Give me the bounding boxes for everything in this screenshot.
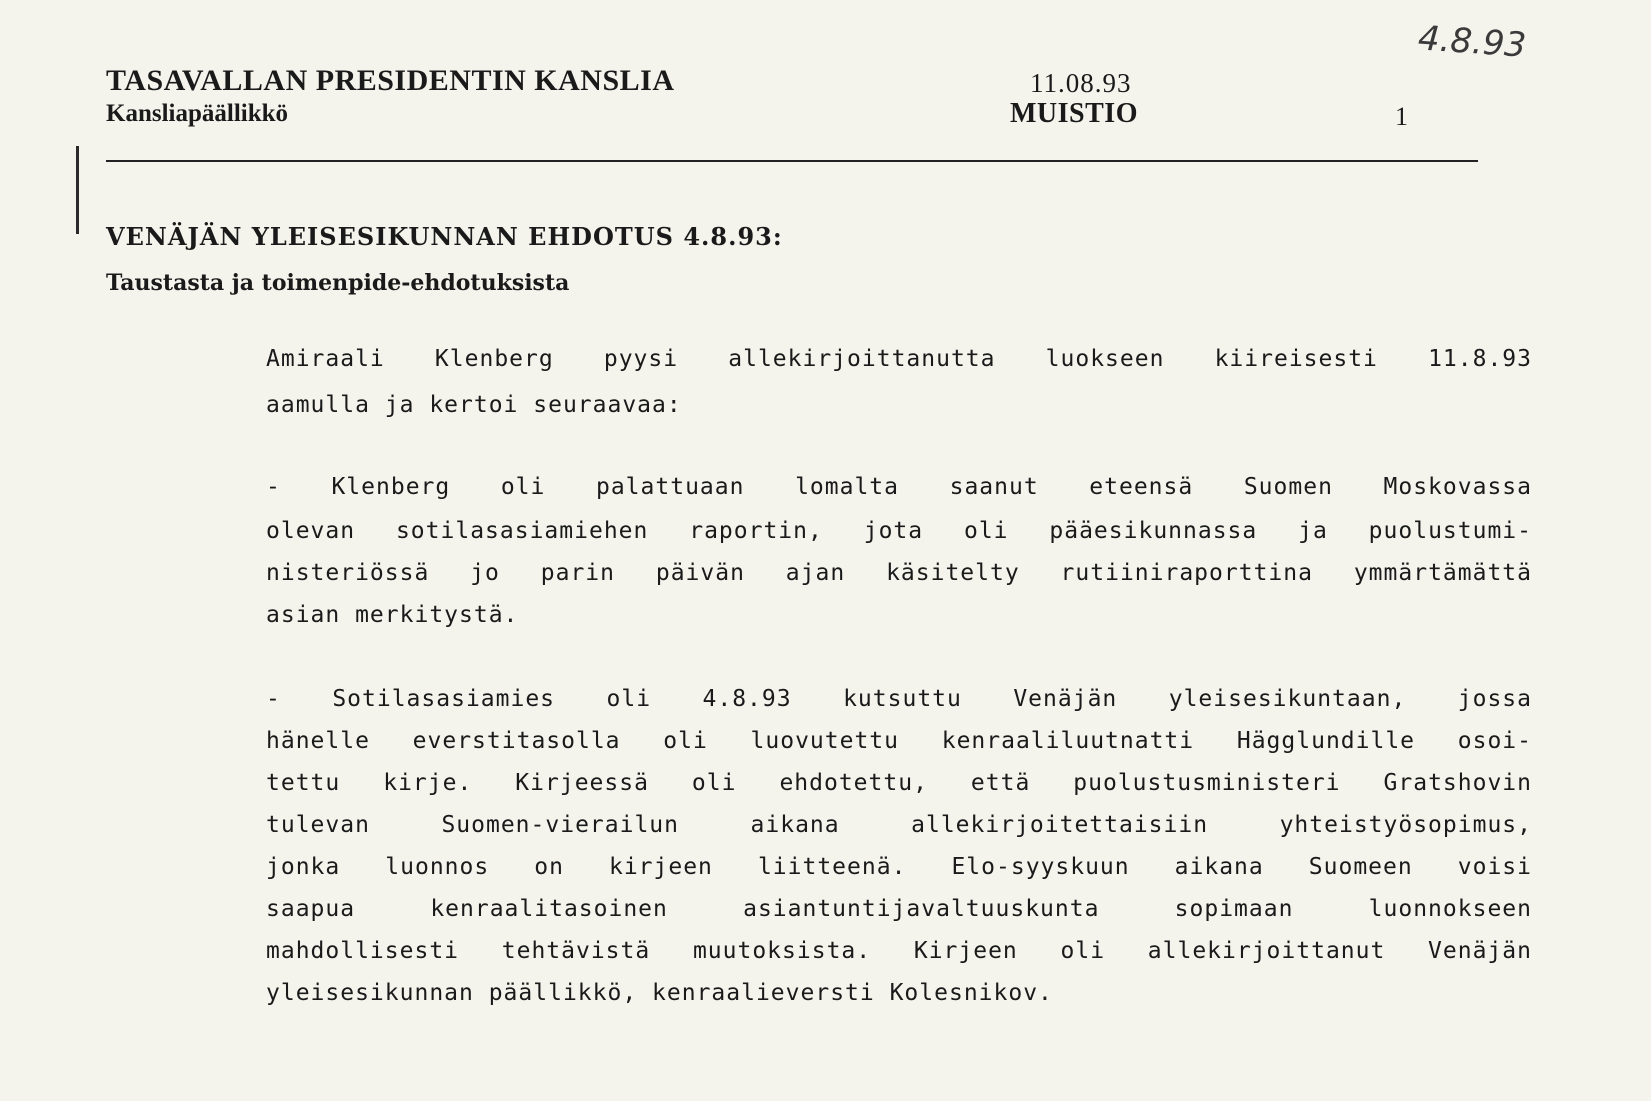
paragraph-2-line-4: asian merkitystä. xyxy=(266,602,519,628)
paragraph-3-line-3: tettu kirje. Kirjeessä oli ehdotettu, että puolustusministeri Gratshovin xyxy=(266,770,1532,796)
document-type: MUISTIO xyxy=(1010,98,1138,129)
paragraph-2-line-1: - Klenberg oli palattuaan lomalta saanut eteensä Suomen Moskovassa xyxy=(266,474,1532,500)
margin-mark xyxy=(76,146,79,234)
paragraph-3-line-4: tulevan Suomen-vierailun aikana allekirjoitettaisiin yhteistyösopimus, xyxy=(266,812,1532,838)
paragraph-3-line-2: hänelle everstitasolla oli luovutettu kenraaliluutnatti Hägglundille osoi- xyxy=(266,728,1532,754)
memo-title: VENÄJÄN YLEISESIKUNNAN EHDOTUS 4.8.93: xyxy=(106,222,783,251)
paragraph-1-line-2: aamulla ja kertoi seuraavaa: xyxy=(266,392,682,418)
paragraph-2-line-2: olevan sotilasasiamiehen raportin, jota oli pääesikunnassa ja puolustumi- xyxy=(266,518,1532,544)
department-name: Kansliapäällikkö xyxy=(106,100,289,127)
paragraph-3-line-8: yleisesikunnan päällikkö, kenraalieversti Kolesnikov. xyxy=(266,980,1053,1006)
paragraph-2-line-3: nisteriössä jo parin päivän ajan käsitelty rutiiniraporttina ymmärtämättä xyxy=(266,560,1532,586)
memo-subtitle: Taustasta ja toimenpide-ehdotuksista xyxy=(106,270,570,296)
paragraph-3-line-1: - Sotilasasiamies oli 4.8.93 kutsuttu Venäjän yleisesikuntaan, jossa xyxy=(266,686,1532,712)
header-divider xyxy=(106,160,1478,162)
paragraph-1-line-1: Amiraali Klenberg pyysi allekirjoittanutta luokseen kiireisesti 11.8.93 xyxy=(266,346,1532,372)
handwritten-date-annotation: 4.8.93 xyxy=(1416,18,1528,66)
organization-name: TASAVALLAN PRESIDENTIN KANSLIA xyxy=(106,64,675,97)
paragraph-3-line-6: saapua kenraalitasoinen asiantuntijavaltuuskunta sopimaan luonnokseen xyxy=(266,896,1532,922)
page-number: 1 xyxy=(1395,102,1408,131)
paragraph-3-line-5: jonka luonnos on kirjeen liitteenä. Elo-syyskuun aikana Suomeen voisi xyxy=(266,854,1532,880)
paragraph-3-line-7: mahdollisesti tehtävistä muutoksista. Kirjeen oli allekirjoittanut Venäjän xyxy=(266,938,1532,964)
memo-date: 11.08.93 xyxy=(1030,68,1132,98)
